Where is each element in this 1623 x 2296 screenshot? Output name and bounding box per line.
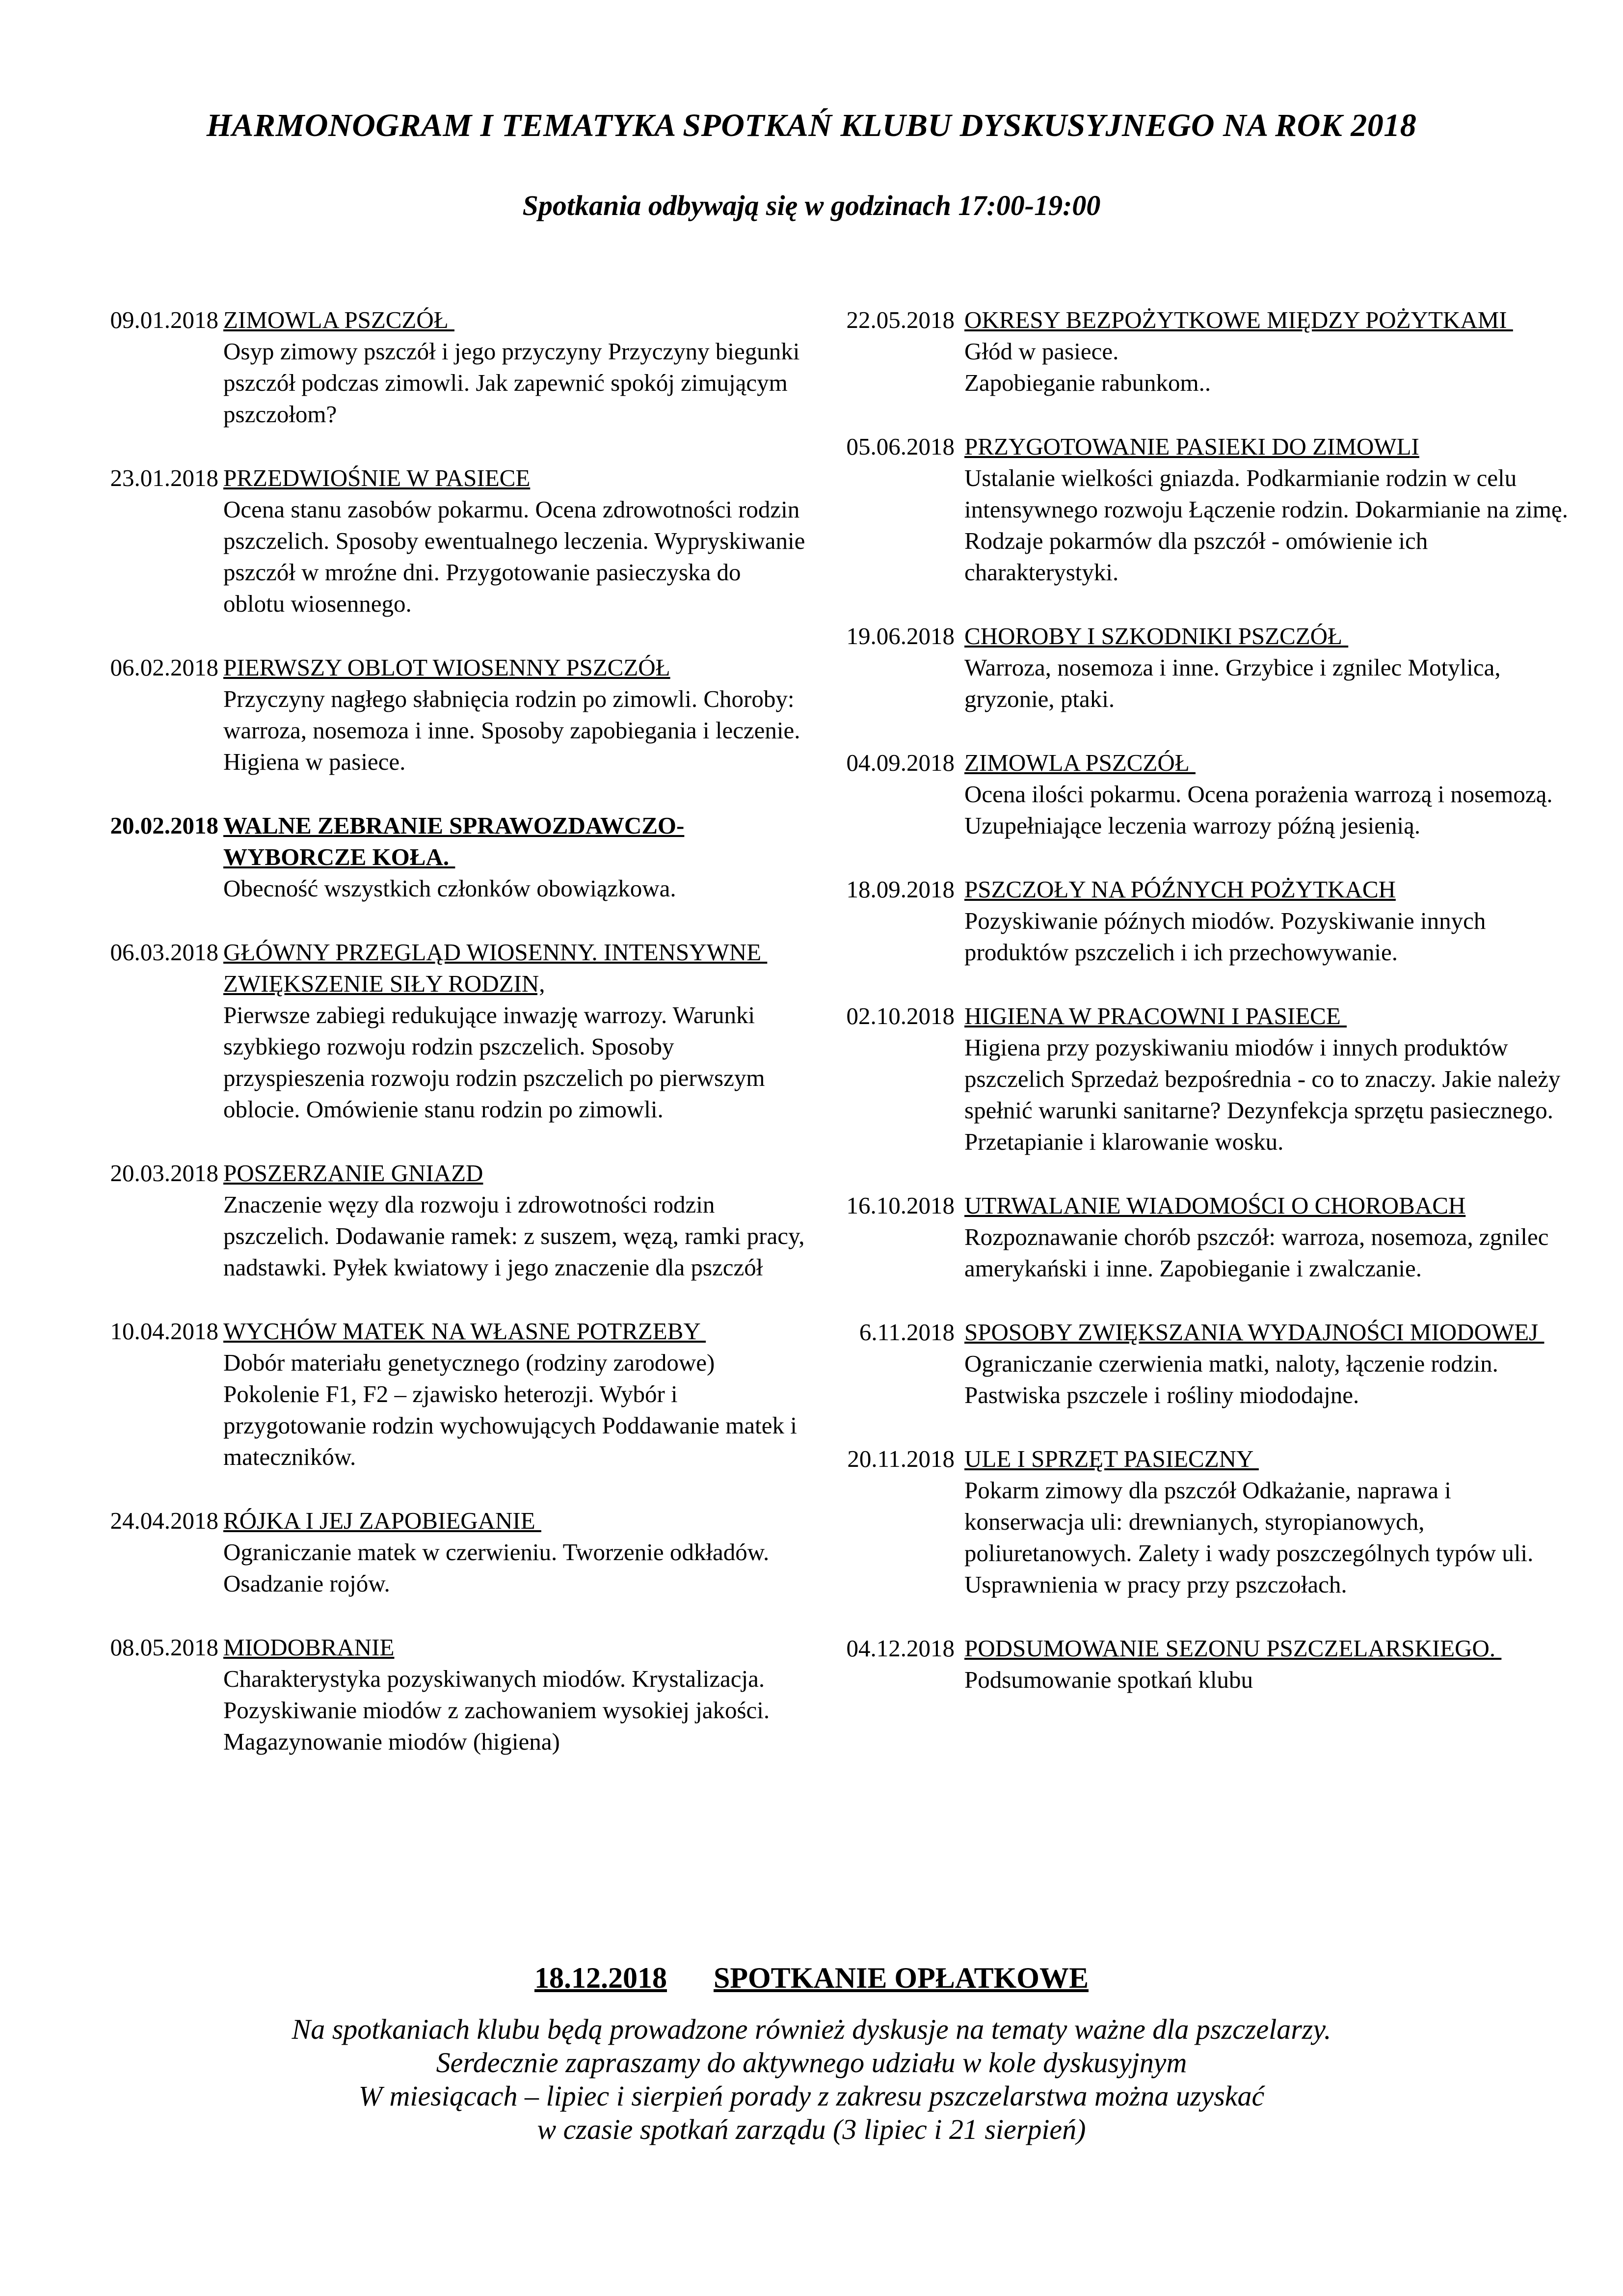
closing-line: W miesiącach – lipiec i sierpień porady z zakresu pszczelarstwa można uzyskać	[358, 2080, 1265, 2112]
entry-topic: MIODOBRANIE	[223, 1634, 395, 1661]
schedule-entry	[829, 621, 1575, 715]
schedule-entry	[86, 1632, 807, 1757]
special-meeting-title: SPOTKANIE OPŁATKOWE	[713, 1962, 1089, 1994]
entry-date: 6.11.2018	[859, 1319, 955, 1346]
entry-date: 05.06.2018	[846, 433, 955, 460]
entry-date: 19.06.2018	[846, 622, 955, 649]
entry-description: Ograniczanie matek w czerwieniu. Tworzenie odkładów. Osadzanie rojów.	[223, 1539, 770, 1597]
entry-topic: RÓJKA I JEJ ZAPOBIEGANIE	[223, 1507, 541, 1534]
entry-topic: PIERWSZY OBLOT WIOSENNY PSZCZÓŁ	[223, 654, 670, 681]
schedule-entry	[86, 1158, 807, 1283]
entry-date: 10.04.2018	[110, 1318, 218, 1345]
schedule-entry	[86, 304, 807, 430]
schedule-entry	[829, 431, 1575, 588]
entry-description: Głód w pasiece. Zapobieganie rabunkom..	[964, 338, 1211, 396]
entry-date: 04.12.2018	[846, 1635, 955, 1662]
entry-description: Charakterystyka pozyskiwanych miodów. Krystalizacja. Pozyskiwanie miodów z zachowaniem wysokiej jakości. Magazynowanie miodów (higiena)	[223, 1665, 770, 1755]
entry-description: Pierwsze zabiegi redukujące inwazję warrozy. Warunki szybkiego rozwoju rodzin pszczelich. Sposoby przyspieszenia rozwoju rodzin pszczelich po pierwszym oblocie. Omówienie stanu rodzin po zimowli.	[223, 1001, 765, 1123]
entry-topic: UTRWALANIE WIADOMOŚCI O CHOROBACH	[964, 1192, 1466, 1219]
schedule-entry	[829, 874, 1575, 968]
entry-description: Podsumowanie spotkań klubu	[964, 1666, 1253, 1693]
entry-description: Osyp zimowy pszczół i jego przyczyny Przyczyny biegunki pszczół podczas zimowli. Jak zapewnić spokój zimującym pszczołom?	[223, 338, 800, 428]
entry-topic: POSZERZANIE GNIAZD	[223, 1160, 483, 1187]
entry-description: Ograniczanie czerwienia matki, naloty, łączenie rodzin. Pastwiska pszczele i rośliny miododajne.	[964, 1350, 1498, 1408]
entry-date: 18.09.2018	[846, 876, 955, 903]
schedule-entry	[829, 1633, 1575, 1696]
special-meeting-heading	[0, 1961, 1623, 1995]
schedule-entry	[829, 1000, 1575, 1158]
schedule-right-column	[829, 304, 1575, 1728]
entry-date: 08.05.2018	[110, 1634, 218, 1661]
entry-date: 04.09.2018	[846, 749, 955, 776]
schedule-entry	[829, 304, 1575, 399]
entry-topic: PRZEDWIOŚNIE W PASIECE	[223, 464, 531, 491]
entry-description: Higiena przy pozyskiwaniu miodów i innych produktów pszczelich Sprzedaż bezpośrednia - co to znaczy. Jakie należy spełnić warunki sanitarne? Dezynfekcja sprzętu pasiecznego. Przetapianie i klarowanie wosku.	[964, 1034, 1561, 1155]
entry-date: 06.03.2018	[110, 939, 218, 966]
page-title: HARMONOGRAM I TEMATYKA SPOTKAŃ KLUBU DYSKUSYJNEGO NA ROK 2018	[206, 108, 1417, 143]
schedule-entry	[829, 1443, 1575, 1600]
entry-topic: CHOROBY I SZKODNIKI PSZCZÓŁ	[964, 622, 1349, 649]
schedule-entry-highlighted	[86, 810, 807, 904]
entry-topic: ZIMOWLA PSZCZÓŁ	[223, 306, 454, 333]
schedule-entry	[86, 937, 807, 1125]
entry-description: Przyczyny nagłego słabnięcia rodzin po zimowli. Choroby: warroza, nosemoza i inne. Sposoby zapobiegania i leczenie. Higiena w pasiece.	[223, 685, 800, 775]
entry-topic: HIGIENA W PRACOWNI I PASIECE	[964, 1002, 1347, 1029]
schedule-entry	[86, 1505, 807, 1599]
schedule-entry	[86, 462, 807, 620]
entry-description: Ocena ilości pokarmu. Ocena porażenia warrozą i nosemozą. Uzupełniające leczenia warrozy późną jesienią.	[964, 781, 1553, 839]
schedule-entry	[829, 1317, 1575, 1411]
entry-topic: PODSUMOWANIE SEZONU PSZCZELARSKIEGO.	[964, 1635, 1502, 1662]
entry-topic: SPOSOBY ZWIĘKSZANIA WYDAJNOŚCI MIODOWEJ	[964, 1319, 1544, 1346]
entry-description: Rozpoznawanie chorób pszczół: warroza, nosemoza, zgnilec amerykański i inne. Zapobieganie i zwalczanie.	[964, 1223, 1549, 1282]
schedule-entry	[86, 652, 807, 778]
schedule-entry	[829, 747, 1575, 841]
entry-date: 20.02.2018	[110, 812, 218, 839]
entry-topic: WYCHÓW MATEK NA WŁASNE POTRZEBY	[223, 1318, 706, 1345]
entry-description: Znaczenie węzy dla rozwoju i zdrowotności rodzin pszczelich. Dodawanie ramek: z suszem, węzą, ramki pracy, nadstawki. Pyłek kwiatowy i jego znaczenie dla pszczół	[223, 1191, 805, 1281]
entry-topic: ULE I SPRZĘT PASIECZNY	[964, 1445, 1259, 1472]
entry-date: 09.01.2018	[110, 306, 218, 333]
entry-topic: PSZCZOŁY NA PÓŹNYCH POŻYTKACH	[964, 876, 1396, 903]
entry-date: 02.10.2018	[846, 1002, 955, 1029]
closing-line: Serdecznie zapraszamy do aktywnego udziału w kole dyskusyjnym	[436, 2047, 1187, 2079]
entry-description: Pozyskiwanie późnych miodów. Pozyskiwanie innych produktów pszczelich i ich przechowywanie.	[964, 907, 1486, 966]
entry-date: 16.10.2018	[846, 1192, 955, 1219]
entry-date: 06.02.2018	[110, 654, 218, 681]
entry-date: 24.04.2018	[110, 1507, 218, 1534]
entry-date: 20.11.2018	[847, 1445, 955, 1472]
entry-topic: WALNE ZEBRANIE SPRAWOZDAWCZO-WYBORCZE KOŁA.	[223, 812, 685, 870]
entry-description: Obecność wszystkich członków obowiązkowa.	[223, 875, 676, 902]
schedule-entry	[86, 1316, 807, 1473]
entry-topic: OKRESY BEZPOŻYTKOWE MIĘDZY POŻYTKAMI	[964, 306, 1513, 333]
schedule-entry	[829, 1190, 1575, 1284]
entry-date: 20.03.2018	[110, 1160, 218, 1187]
schedule-left-column	[86, 304, 807, 1790]
entry-topic: PRZYGOTOWANIE PASIEKI DO ZIMOWLI	[964, 433, 1419, 460]
entry-description: Ustalanie wielkości gniazda. Podkarmianie rodzin w celu intensywnego rozwoju Łączenie rodzin. Dokarmianie na zimę. Rodzaje pokarmów dla pszczół - omówienie ich charakterystyki.	[964, 464, 1568, 586]
closing-line: Na spotkaniach klubu będą prowadzone również dyskusje na tematy ważne dla pszczelarzy.	[292, 2013, 1331, 2045]
page-subtitle: Spotkania odbywają się w godzinach 17:00-19:00	[522, 189, 1101, 221]
special-meeting-date: 18.12.2018	[534, 1962, 667, 1994]
entry-date: 23.01.2018	[110, 464, 218, 491]
entry-description: Dobór materiału genetycznego (rodziny zarodowe) Pokolenie F1, F2 – zjawisko heterozji. Wybór i przygotowanie rodzin wychowujących Poddawanie matek i mateczników.	[223, 1349, 797, 1470]
entry-description: Ocena stanu zasobów pokarmu. Ocena zdrowotności rodzin pszczelich. Sposoby ewentualnego leczenia. Wypryskiwanie pszczół w mroźne dni. Przygotowanie pasieczyska do oblotu wiosennego.	[223, 496, 805, 617]
entry-description: Pokarm zimowy dla pszczół Odkażanie, naprawa i konserwacja uli: drewnianych, styropianowych, poliuretanowych. Zalety i wady poszczególnych typów uli. Usprawnienia w pracy przy pszczołach.	[964, 1477, 1534, 1598]
entry-description: Warroza, nosemoza i inne. Grzybice i zgnilec Motylica, gryzonie, ptaki.	[964, 654, 1501, 712]
closing-note	[0, 2013, 1623, 2146]
entry-date: 22.05.2018	[846, 306, 955, 333]
closing-line: w czasie spotkań zarządu (3 lipiec i 21 sierpień)	[537, 2113, 1086, 2145]
entry-topic: GŁÓWNY PRZEGLĄD WIOSENNY. INTENSYWNE ZWIĘKSZENIE SIŁY RODZIN,	[223, 939, 768, 997]
entry-topic: ZIMOWLA PSZCZÓŁ	[964, 749, 1196, 776]
